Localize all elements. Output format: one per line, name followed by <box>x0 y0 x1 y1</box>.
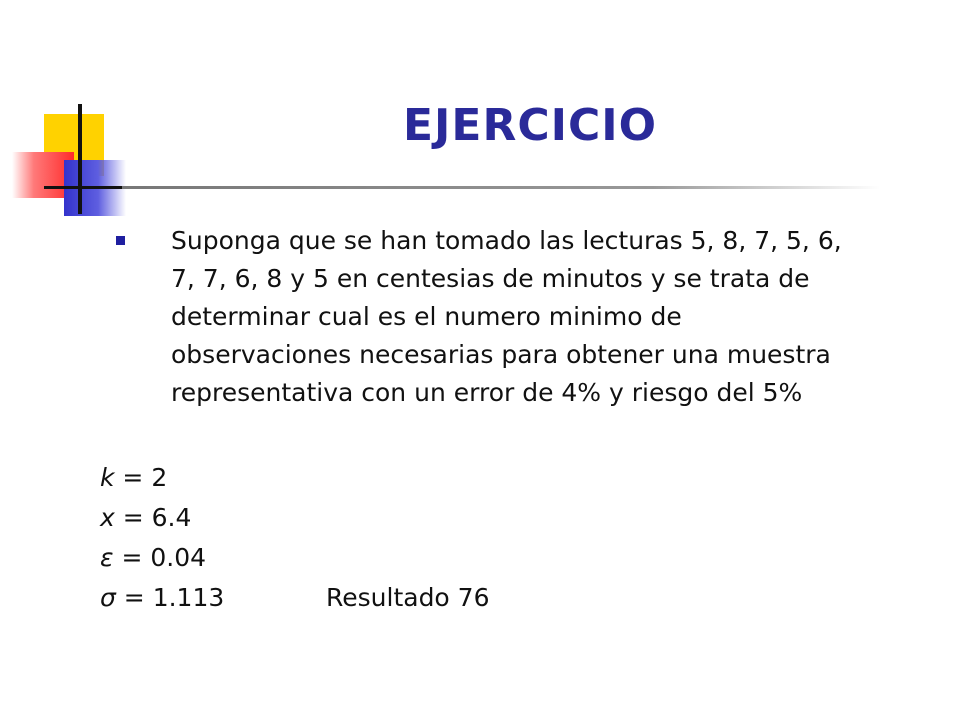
parameter-value: = 6.4 <box>114 503 192 532</box>
horizontal-line-shape <box>44 186 124 189</box>
parameter-epsilon <box>100 538 900 578</box>
title-underline <box>122 186 880 189</box>
parameter-value: = 1.113 <box>115 583 225 612</box>
parameter-value: = 2 <box>114 463 168 492</box>
parameter-symbol: k <box>100 463 115 492</box>
parameter-sigma <box>100 578 900 618</box>
slide-title: EJERCICIO <box>402 100 658 151</box>
bullet-line: Suponga que se han tomado las lecturas 5, 8, 7, 5, 6, <box>171 226 842 255</box>
bullet-line: determinar cual es el numero minimo de <box>171 302 682 331</box>
bullet-square-icon <box>116 236 125 245</box>
parameter-list <box>100 458 900 618</box>
parameter-symbol: ε <box>100 543 114 572</box>
parameter-value: = 0.04 <box>113 543 207 572</box>
bullet-line: observaciones necesarias para obtener una muestra <box>171 340 831 369</box>
parameter-x <box>100 498 900 538</box>
result-text: Resultado 76 <box>326 583 490 612</box>
bullet-text <box>171 222 941 412</box>
parameter-symbol: σ <box>100 583 116 612</box>
bullet-line: representativa con un error de 4% y riesgo del 5% <box>171 378 803 407</box>
parameter-k <box>100 458 900 498</box>
bullet-line: 7, 7, 6, 8 y 5 en centesias de minutos y se trata de <box>171 264 810 293</box>
parameter-symbol: x <box>100 503 115 532</box>
